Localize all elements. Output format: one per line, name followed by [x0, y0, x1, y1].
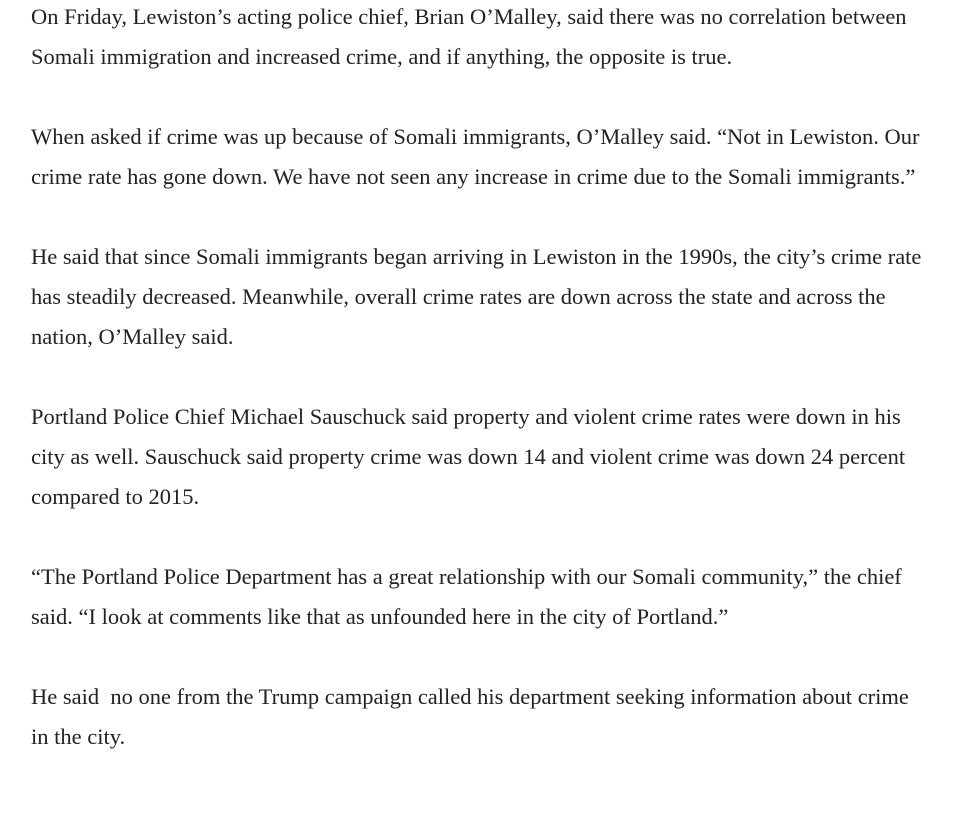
- paragraph-omalley-statement: On Friday, Lewiston’s acting police chief, Brian O’Malley, said there was no correlation between Somali immigration and increased crime, and if anything, the opposite is true.: [31, 4, 913, 69]
- paragraph-omalley-quote: When asked if crime was up because of Somali immigrants, O’Malley said. “Not in Lewiston. Our crime rate has gone down. We have not seen any increase in crime due to the Somali immigrants.”: [31, 124, 926, 189]
- paragraph-portland-chief: Portland Police Chief Michael Sauschuck said property and violent crime rates were down in his city as well. Sauschuck said property crime was down 14 and violent crime was down 24 percent compared to 2015.: [31, 404, 911, 509]
- article-body: [31, 0, 931, 757]
- paragraph-portland-quote: “The Portland Police Department has a great relationship with our Somali community,” the chief said. “I look at comments like that as unfounded here in the city of Portland.”: [31, 564, 908, 629]
- paragraph-crime-rate-decrease: He said that since Somali immigrants began arriving in Lewiston in the 1990s, the city’s crime rate has steadily decreased. Meanwhile, overall crime rates are down across the state and across the nation, O’Malley said.: [31, 244, 928, 349]
- paragraph-trump-campaign: He said no one from the Trump campaign called his department seeking information about crime in the city.: [31, 684, 915, 749]
